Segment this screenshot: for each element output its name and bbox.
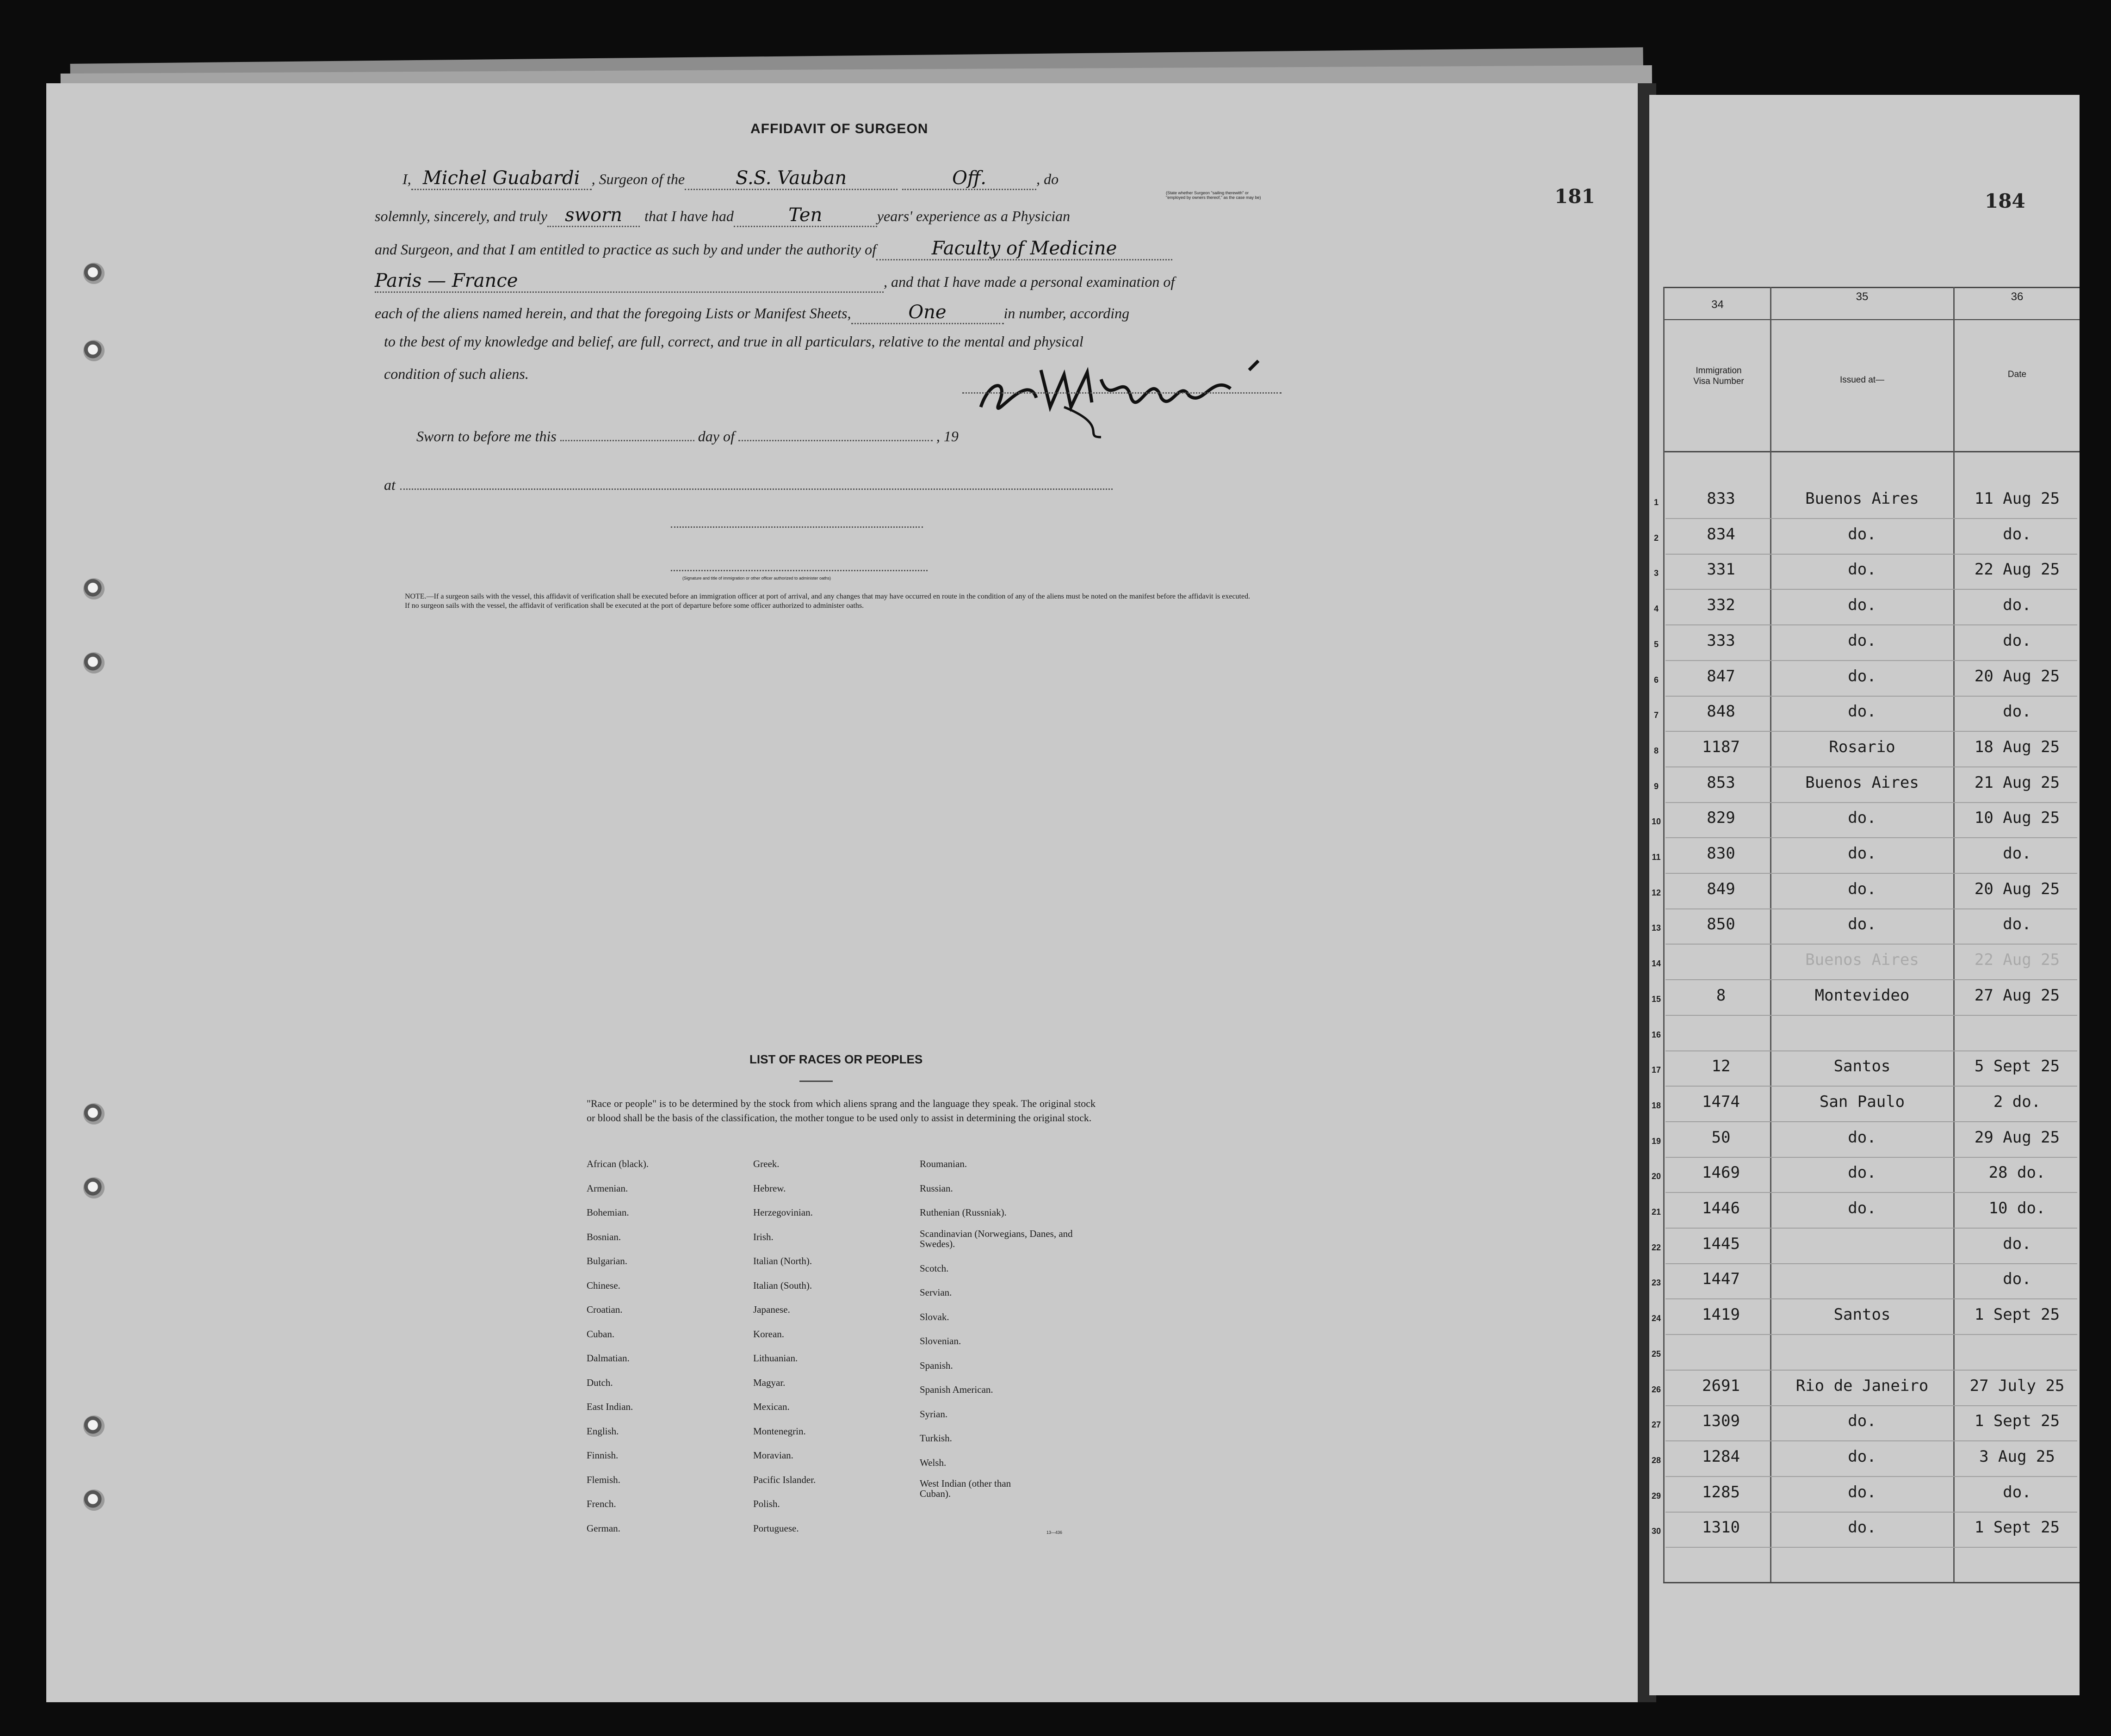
row-rule <box>1665 624 2077 625</box>
officer-caption: (Signature and title of immigration or other officer authorized to administer oaths) <box>682 576 831 581</box>
visa-number-cell: 834 <box>1707 525 1735 544</box>
binder-hole <box>83 1415 105 1437</box>
row-number: 26 <box>1651 1384 1661 1394</box>
race-item: Spanish American. <box>920 1384 993 1395</box>
table-col-rule <box>1770 287 1771 1582</box>
race-item: West Indian (other than Cuban). <box>920 1478 1011 1499</box>
date-cell: 27 July 25 <box>1969 1376 2065 1395</box>
sworn-day-field <box>560 439 694 441</box>
row-rule <box>1665 1512 2077 1513</box>
authority-place-handwritten: Paris — France <box>375 270 884 293</box>
date-cell: 21 Aug 25 <box>1974 773 2060 792</box>
race-item: Scotch. <box>920 1262 949 1274</box>
visa-number-cell: 2691 <box>1702 1376 1740 1395</box>
issued-at-cell: do. <box>1848 667 1876 686</box>
race-item: Irish. <box>753 1231 774 1242</box>
row-number: 9 <box>1653 781 1659 791</box>
issued-at-cell: Buenos Aires <box>1805 773 1919 792</box>
row-number: 16 <box>1651 1030 1661 1039</box>
surgeon-status-note: (State whether Surgeon "sailing therewith" or "employed by owners thereof," as the case may be) <box>1166 191 1261 200</box>
race-item: Welsh. <box>920 1457 947 1468</box>
affidavit-line-6: to the best of my knowledge and belief, are full, correct, and true in all particulars, relative to the mental and physical <box>384 333 1083 350</box>
table-bottom-rule <box>1663 1582 2080 1583</box>
race-item: Japanese. <box>753 1304 790 1315</box>
affidavit-line-3 <box>375 238 1172 260</box>
row-number: 5 <box>1653 639 1659 649</box>
sworn-text: , 19 <box>936 428 959 445</box>
visa-number-cell: 848 <box>1707 702 1735 721</box>
row-rule <box>1665 1157 2077 1158</box>
sworn-line <box>416 428 959 445</box>
sworn-text: day of <box>698 428 735 445</box>
visa-number-cell: 1309 <box>1702 1412 1740 1431</box>
race-item: Portuguese. <box>753 1522 799 1534</box>
date-cell: do. <box>2003 1270 2031 1289</box>
date-cell: 1 Sept 25 <box>1974 1305 2060 1324</box>
column-number: 34 <box>1711 298 1724 311</box>
at-text: at <box>384 476 396 493</box>
race-item: Chinese. <box>587 1279 620 1291</box>
date-cell: do. <box>2003 1483 2031 1501</box>
issued-at-cell: do. <box>1848 525 1876 544</box>
date-cell: 11 Aug 25 <box>1974 489 2060 508</box>
visa-number-cell: 333 <box>1707 631 1735 650</box>
affidavit-title: AFFIDAVIT OF SURGEON <box>750 121 929 136</box>
row-number: 2 <box>1653 533 1659 543</box>
visa-number-cell: 1469 <box>1702 1163 1740 1182</box>
affidavit-text: each of the aliens named herein, and that the foregoing Lists or Manifest Sheets, <box>375 305 851 321</box>
row-rule <box>1665 802 2077 803</box>
race-item: Servian. <box>920 1287 952 1298</box>
binder-hole <box>83 1489 105 1511</box>
row-number: 27 <box>1651 1420 1661 1430</box>
affidavit-text: I, <box>402 171 411 187</box>
affidavit-line-7: condition of such aliens. <box>384 365 529 382</box>
visa-number-cell: 1284 <box>1702 1447 1740 1466</box>
issued-at-cell: Buenos Aires <box>1805 951 1919 970</box>
race-item: English. <box>587 1425 619 1437</box>
date-cell: 3 Aug 25 <box>1979 1447 2055 1466</box>
row-number: 1 <box>1653 498 1659 507</box>
race-item: Hebrew. <box>753 1182 786 1194</box>
affidavit-text: solemnly, sincerely, and truly <box>375 208 547 224</box>
row-rule <box>1665 589 2077 590</box>
issued-at-cell: do. <box>1848 1518 1876 1537</box>
row-rule <box>1665 1298 2077 1299</box>
date-cell: do. <box>2003 702 2031 721</box>
issued-at-cell: do. <box>1848 915 1876 934</box>
row-rule <box>1665 1370 2077 1371</box>
race-item: Cuban. <box>587 1328 615 1340</box>
date-cell: 29 Aug 25 <box>1974 1128 2060 1147</box>
date-cell: 10 do. <box>1988 1199 2046 1217</box>
issued-at-cell: San Paulo <box>1819 1092 1905 1111</box>
affidavit-text: years' experience as a Physician <box>877 208 1071 224</box>
surgeon-signature <box>972 352 1295 441</box>
row-rule <box>1665 518 2077 519</box>
race-item: Croatian. <box>587 1304 623 1315</box>
race-item: Moravian. <box>753 1450 793 1461</box>
race-item: French. <box>587 1498 616 1509</box>
page-number-left: 181 <box>1554 185 1595 208</box>
row-rule <box>1665 1440 2077 1441</box>
race-item: Mexican. <box>753 1401 790 1412</box>
visa-number-cell: 853 <box>1707 773 1735 792</box>
races-title-rule <box>799 1081 833 1082</box>
race-item: Bosnian. <box>587 1231 621 1242</box>
issued-at-cell: Rosario <box>1829 737 1895 756</box>
issued-at-cell: Montevideo <box>1814 986 1910 1005</box>
row-rule <box>1665 837 2077 838</box>
date-cell: 20 Aug 25 <box>1974 667 2060 686</box>
race-item: Lithuanian. <box>753 1353 798 1364</box>
visa-number-cell: 8 <box>1716 986 1726 1005</box>
race-item: Italian (South). <box>753 1279 812 1291</box>
surgeon-status-handwritten: Off. <box>902 167 1036 190</box>
race-item: Armenian. <box>587 1182 628 1194</box>
at-place-field <box>400 488 1113 490</box>
visa-number-cell: 1445 <box>1702 1234 1740 1253</box>
races-title: LIST OF RACES OR PEOPLES <box>749 1052 923 1066</box>
date-cell: 22 Aug 25 <box>1974 560 2060 579</box>
race-item: Ruthenian (Russniak). <box>920 1207 1007 1218</box>
column-header-date: Date <box>2007 370 2027 379</box>
row-number: 23 <box>1651 1278 1661 1288</box>
signature-line <box>962 392 1281 394</box>
date-cell: do. <box>2003 631 2031 650</box>
visa-number-cell: 1474 <box>1702 1092 1740 1111</box>
table-number-rule <box>1663 319 2080 320</box>
race-item: Montenegrin. <box>753 1425 806 1437</box>
race-item: Bohemian. <box>587 1207 629 1218</box>
row-rule <box>1665 944 2077 945</box>
note-text-2: If no surgeon sails with the vessel, the affidavit of verification shall be executed at the port of departure before some officer authorized to administer oaths. <box>405 602 864 610</box>
visa-number-cell: 829 <box>1707 809 1735 828</box>
visa-number-cell: 50 <box>1711 1128 1731 1147</box>
date-cell: 28 do. <box>1988 1163 2046 1182</box>
issued-at-cell: Santos <box>1833 1057 1891 1076</box>
races-column-1 <box>587 1152 753 1540</box>
race-item: Spanish. <box>920 1359 953 1371</box>
surgeon-name-handwritten: Michel Guabardi <box>411 167 592 190</box>
row-number: 30 <box>1651 1526 1661 1536</box>
races-intro: "Race or people" is to be determined by the stock from which aliens sprang and the language they speak. The original stock or blood shall be the basis of the classification, the mother tongue to be used only to assist in determining the original stock. <box>587 1098 1096 1124</box>
issued-at-cell: do. <box>1848 560 1876 579</box>
issued-at-cell: Buenos Aires <box>1805 489 1919 508</box>
affidavit-text: , Surgeon of the <box>591 171 685 187</box>
date-cell: 10 Aug 25 <box>1974 809 2060 828</box>
date-cell: 18 Aug 25 <box>1974 737 2060 756</box>
issued-at-cell: Rio de Janeiro <box>1795 1376 1929 1395</box>
row-number: 28 <box>1651 1455 1661 1465</box>
row-rule <box>1665 1263 2077 1264</box>
visa-number-cell: 1446 <box>1702 1199 1740 1217</box>
table-top-rule <box>1663 287 2080 288</box>
row-number: 13 <box>1651 923 1661 933</box>
row-rule <box>1665 1476 2077 1477</box>
row-number: 3 <box>1653 568 1659 578</box>
row-rule <box>1665 731 2077 732</box>
issued-at-cell: do. <box>1848 702 1876 721</box>
row-number: 15 <box>1651 994 1661 1004</box>
row-number: 11 <box>1652 853 1661 862</box>
visa-number-cell: 331 <box>1707 560 1735 579</box>
affidavit-text: , and that I have made a personal examination of <box>884 273 1175 290</box>
races-column-3 <box>920 1152 1096 1499</box>
affidavit-text: and Surgeon, and that I am entitled to practice as such by and under the authority of <box>375 241 876 258</box>
oath-type-handwritten: sworn <box>547 204 640 227</box>
row-number: 17 <box>1651 1065 1661 1075</box>
column-header-visa-number: Immigration Visa Number <box>1693 366 1744 386</box>
date-cell: 27 Aug 25 <box>1974 986 2060 1005</box>
column-header-issued-at: Issued at— <box>1839 375 1885 385</box>
visa-number-cell: 332 <box>1707 596 1735 615</box>
affidavit-line-2 <box>375 204 1070 227</box>
issued-at-cell: do. <box>1848 879 1876 898</box>
visa-number-cell: 850 <box>1707 915 1735 934</box>
sworn-month-field <box>738 439 933 441</box>
race-item: Herzegovinian. <box>753 1207 813 1218</box>
column-number: 35 <box>1856 290 1869 303</box>
row-number: 29 <box>1651 1491 1661 1501</box>
date-cell: 1 Sept 25 <box>1974 1518 2060 1537</box>
race-item: German. <box>587 1522 620 1534</box>
form-code: 13—436 <box>1046 1530 1063 1535</box>
row-number: 7 <box>1653 710 1659 720</box>
races-column-2 <box>753 1152 920 1540</box>
row-number: 19 <box>1651 1136 1661 1146</box>
affidavit-line-5 <box>375 302 1129 324</box>
row-rule <box>1665 660 2077 661</box>
race-item: Greek. <box>753 1158 780 1169</box>
row-rule <box>1665 873 2077 874</box>
sheet-count-handwritten: One <box>851 302 1004 324</box>
race-item: Pacific Islander. <box>753 1474 816 1485</box>
race-item: Italian (North). <box>753 1255 812 1266</box>
race-item: Magyar. <box>753 1377 786 1388</box>
row-number: 8 <box>1653 746 1659 755</box>
date-cell: do. <box>2003 525 2031 544</box>
row-rule <box>1665 554 2077 555</box>
row-rule <box>1665 1015 2077 1016</box>
date-cell: 22 Aug 25 <box>1974 951 2060 970</box>
visa-number-cell: 830 <box>1707 844 1735 863</box>
row-rule <box>1665 1228 2077 1229</box>
row-rule <box>1665 766 2077 767</box>
affidavit-text: that I have had <box>644 208 734 224</box>
issued-at-cell: do. <box>1848 1128 1876 1147</box>
visa-number-cell: 1285 <box>1702 1483 1740 1501</box>
affidavit-text: in number, according <box>1003 305 1130 321</box>
race-item: Slovenian. <box>920 1335 961 1347</box>
date-cell: do. <box>2003 1234 2031 1253</box>
row-number: 10 <box>1651 817 1661 827</box>
issued-at-cell: Santos <box>1833 1305 1891 1324</box>
race-item: Scandinavian (Norwegians, Danes, and Swedes). <box>920 1228 1073 1249</box>
issued-at-cell: do. <box>1848 596 1876 615</box>
note-text-1: —If a surgeon sails with the vessel, this affidavit of verification shall be executed before an immigration officer at port of arrival, and any changes that may have occurred en route in the condition of any of the aliens must be noted on the manifest before the affidavit is executed. <box>426 593 1251 600</box>
race-item: Roumanian. <box>920 1158 967 1169</box>
row-number: 6 <box>1653 675 1659 685</box>
race-item: Dutch. <box>587 1377 613 1388</box>
binder-hole <box>83 1103 105 1124</box>
row-number: 18 <box>1651 1100 1661 1110</box>
issued-at-cell: do. <box>1848 1447 1876 1466</box>
visa-number-cell: 1447 <box>1702 1270 1740 1289</box>
officer-title-line <box>671 570 928 571</box>
date-cell: 5 Sept 25 <box>1974 1057 2060 1076</box>
authority-handwritten: Faculty of Medicine <box>876 238 1172 260</box>
race-item: East Indian. <box>587 1401 633 1412</box>
page-number-right: 184 <box>1985 190 2025 212</box>
issued-at-cell: do. <box>1848 1199 1876 1217</box>
row-rule <box>1665 1334 2077 1335</box>
race-item: Syrian. <box>920 1408 948 1420</box>
date-cell: 2 do. <box>1993 1092 2041 1111</box>
row-number: 12 <box>1651 888 1661 897</box>
race-item: Polish. <box>753 1498 780 1509</box>
affidavit-text: , do <box>1036 171 1059 187</box>
date-cell: do. <box>2003 844 2031 863</box>
visa-number-cell: 847 <box>1707 667 1735 686</box>
ship-name-handwritten: S.S. Vauban <box>685 167 898 190</box>
row-rule <box>1665 1192 2077 1193</box>
binder-hole <box>83 1177 105 1199</box>
row-rule <box>1665 908 2077 909</box>
row-rule <box>1665 979 2077 980</box>
officer-signature-line <box>671 526 923 528</box>
race-item: Bulgarian. <box>587 1255 628 1266</box>
race-item: Korean. <box>753 1328 785 1340</box>
issued-at-cell: do. <box>1848 1163 1876 1182</box>
row-number: 4 <box>1653 604 1659 614</box>
race-item: Finnish. <box>587 1450 619 1461</box>
years-experience-handwritten: Ten <box>734 204 877 227</box>
row-number: 25 <box>1651 1349 1661 1359</box>
binder-hole <box>83 652 105 673</box>
date-cell: 20 Aug 25 <box>1974 879 2060 898</box>
date-cell: do. <box>2003 596 2031 615</box>
row-number: 14 <box>1651 959 1661 969</box>
sworn-text: Sworn to before me this <box>416 428 557 445</box>
row-number: 22 <box>1651 1242 1661 1252</box>
binder-hole <box>83 263 105 284</box>
binder-hole <box>83 578 105 599</box>
visa-number-cell: 833 <box>1707 489 1735 508</box>
visa-number-cell: 1187 <box>1702 737 1740 756</box>
visa-number-cell: 849 <box>1707 879 1735 898</box>
race-item: Turkish. <box>920 1433 952 1444</box>
race-item: African (black). <box>587 1158 649 1169</box>
issued-at-cell: do. <box>1848 631 1876 650</box>
row-rule <box>1665 696 2077 697</box>
issued-at-cell: do. <box>1848 1412 1876 1431</box>
race-item: Slovak. <box>920 1311 949 1322</box>
race-item: Dalmatian. <box>587 1353 630 1364</box>
row-number: 20 <box>1651 1172 1661 1181</box>
row-number: 24 <box>1651 1314 1661 1323</box>
affidavit-note <box>405 592 1284 611</box>
row-rule <box>1665 1547 2077 1548</box>
binder-hole <box>83 340 105 361</box>
date-cell: 1 Sept 25 <box>1974 1412 2060 1431</box>
row-rule <box>1665 1405 2077 1406</box>
date-cell: do. <box>2003 915 2031 934</box>
table-header-rule <box>1663 451 2080 452</box>
affidavit-line-1 <box>402 167 1059 190</box>
column-number: 36 <box>2011 290 2024 303</box>
row-rule <box>1665 1086 2077 1087</box>
issued-at-cell: do. <box>1848 809 1876 828</box>
row-rule <box>1665 1121 2077 1122</box>
race-item: Flemish. <box>587 1474 620 1485</box>
at-line <box>384 476 1113 494</box>
visa-number-cell: 1310 <box>1702 1518 1740 1537</box>
visa-number-cell: 12 <box>1711 1057 1731 1076</box>
row-number: 21 <box>1651 1207 1661 1217</box>
visa-number-cell: 1419 <box>1702 1305 1740 1324</box>
row-rule <box>1665 1050 2077 1051</box>
issued-at-cell: do. <box>1848 1483 1876 1501</box>
race-item: Russian. <box>920 1182 953 1194</box>
note-label: NOTE. <box>405 593 427 600</box>
issued-at-cell: do. <box>1848 844 1876 863</box>
affidavit-line-4 <box>375 270 1175 293</box>
